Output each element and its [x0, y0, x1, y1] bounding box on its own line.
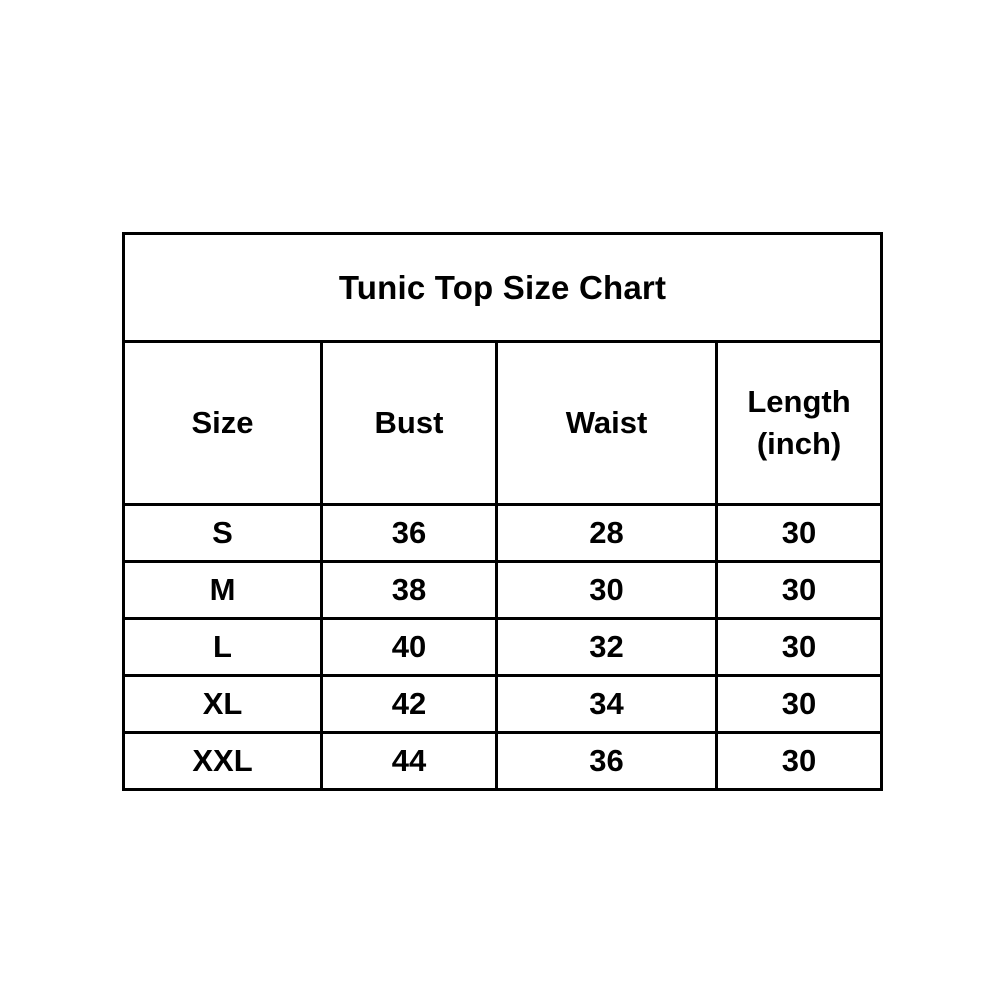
- header-row: [124, 342, 882, 505]
- cell-waist: 30: [497, 562, 717, 619]
- column-header-waist: Waist: [497, 342, 717, 505]
- cell-length: 30: [717, 562, 882, 619]
- cell-length: 30: [717, 619, 882, 676]
- cell-bust: 42: [322, 676, 497, 733]
- cell-bust: 38: [322, 562, 497, 619]
- table-row-l: [124, 619, 882, 676]
- cell-length: 30: [717, 505, 882, 562]
- column-header-bust: Bust: [322, 342, 497, 505]
- chart-title: Tunic Top Size Chart: [124, 234, 882, 342]
- cell-size: M: [124, 562, 322, 619]
- cell-waist: 32: [497, 619, 717, 676]
- cell-waist: 34: [497, 676, 717, 733]
- cell-size: XL: [124, 676, 322, 733]
- column-header-length: Length (inch): [717, 342, 882, 505]
- cell-waist: 36: [497, 733, 717, 790]
- cell-waist: 28: [497, 505, 717, 562]
- cell-length: 30: [717, 733, 882, 790]
- cell-bust: 44: [322, 733, 497, 790]
- table-row-xxl: [124, 733, 882, 790]
- cell-size: S: [124, 505, 322, 562]
- table-row-m: [124, 562, 882, 619]
- cell-size: XXL: [124, 733, 322, 790]
- table-row-xl: [124, 676, 882, 733]
- table-row-s: [124, 505, 882, 562]
- cell-bust: 36: [322, 505, 497, 562]
- cell-length: 30: [717, 676, 882, 733]
- title-row: [124, 234, 882, 342]
- column-header-size: Size: [124, 342, 322, 505]
- size-chart-table: [122, 232, 883, 791]
- cell-bust: 40: [322, 619, 497, 676]
- cell-size: L: [124, 619, 322, 676]
